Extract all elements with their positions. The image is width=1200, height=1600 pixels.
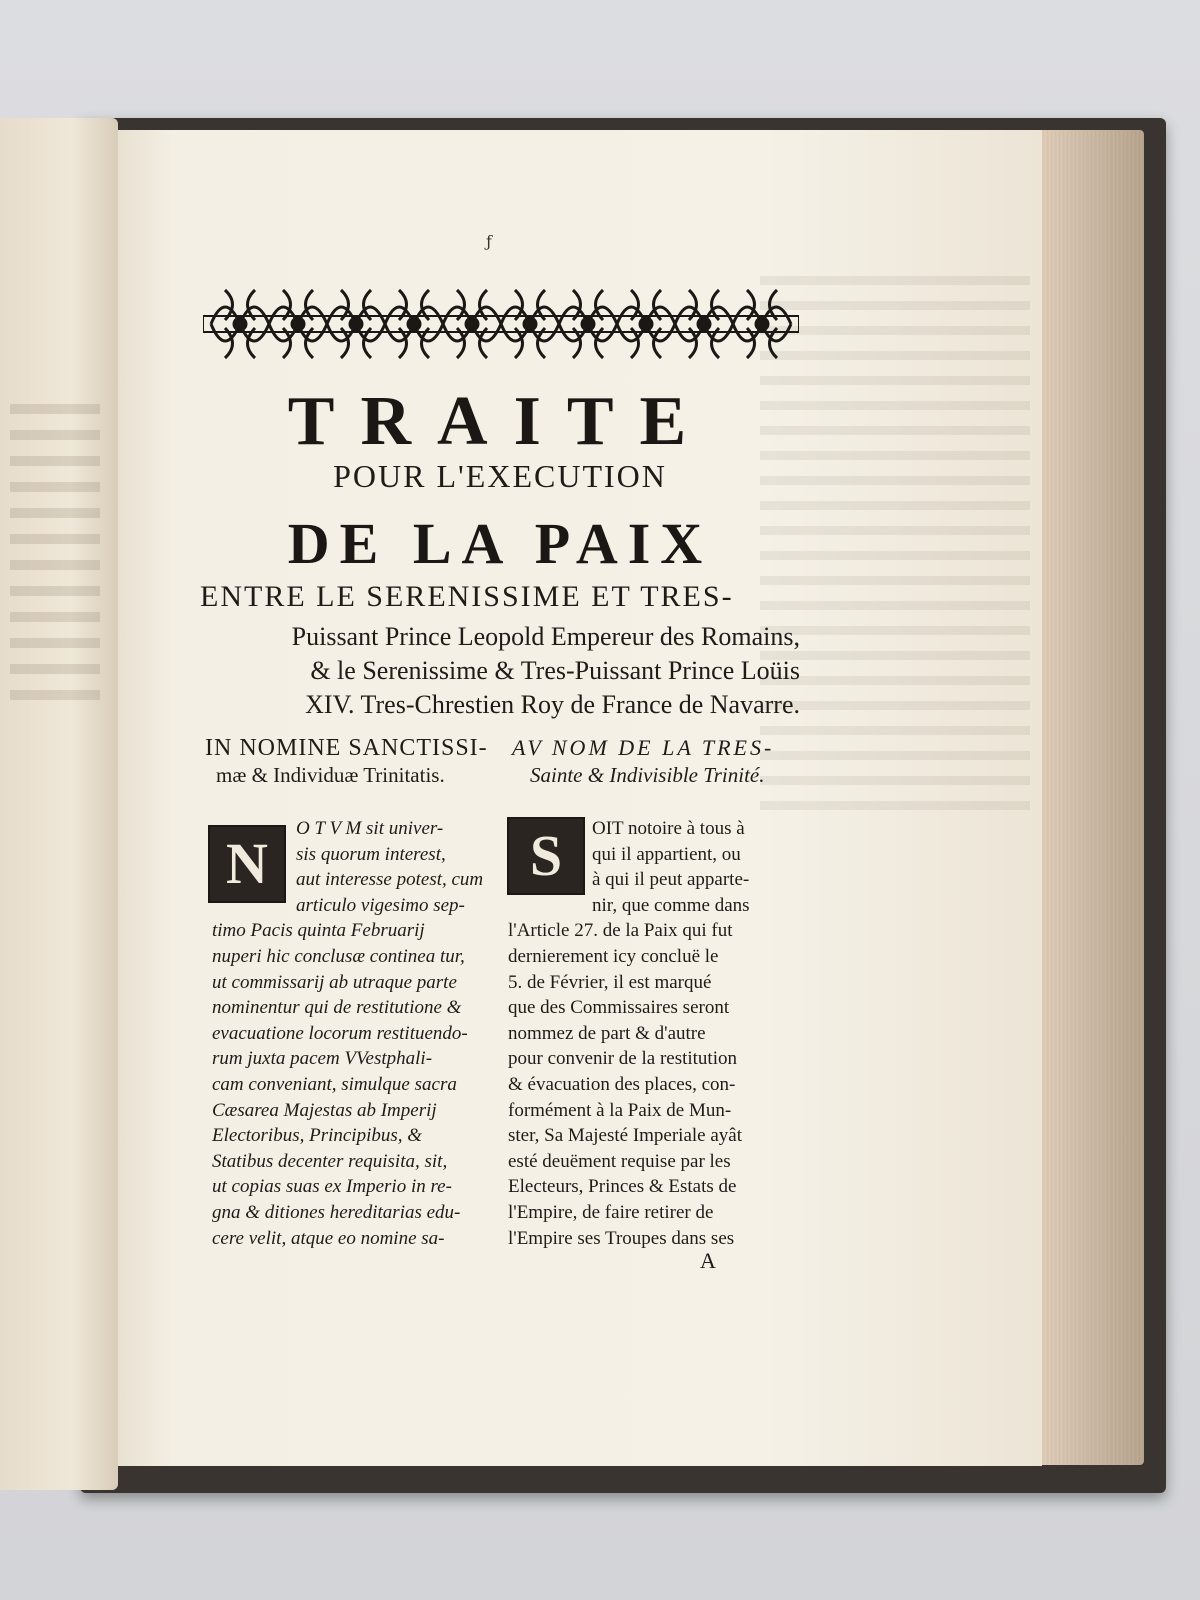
title-paix: DE LA PAIX [287,511,713,576]
dropcap-letter: N [226,831,268,896]
french-line: esté deuëment requise par les [508,1150,731,1172]
left-page-bleedthrough [10,388,100,1288]
latin-line: cere velit, atque eo nomine sa- [212,1227,445,1249]
latin-heading-2: mæ & Individuæ Trinitatis. [216,763,445,787]
latin-heading: IN NOMINE SANCTISSI- [205,735,488,761]
latin-line: Statibus decenter requisita, sit, [212,1150,448,1172]
french-line: pour convenir de la restitution [508,1048,737,1070]
french-line: formément à la Paix de Mun- [508,1099,732,1121]
french-line: nir, que comme dans [592,894,750,916]
french-line: à qui il peut apparte- [592,869,750,891]
ornament-headpiece [203,280,799,368]
french-line: nommez de part & d'autre [508,1022,706,1044]
heading-line: XIV. Tres-Chrestien Roy de France de Navarre. [305,690,800,719]
page-marker: ƒ [486,232,492,251]
french-line: que des Commissaires seront [508,997,730,1019]
latin-line: ut commissarij ab utraque parte [212,971,457,993]
latin-line: sis quorum interest, [296,843,446,865]
french-line: & évacuation des places, con- [508,1074,736,1095]
french-line: 5. de Février, il est marqué [508,971,712,993]
dropcap-letter: S [529,823,563,888]
french-heading: AV NOM DE LA TRES- [512,735,775,760]
latin-line: nuperi hic conclusæ continea tur, [212,946,465,967]
french-heading-2: Sainte & Indivisible Trinité. [530,763,765,787]
french-line: Electeurs, Princes & Estats de [508,1176,737,1198]
heading-line: Puissant Prince Leopold Empereur des Romains, [291,622,800,651]
dropcap-s [507,817,585,895]
french-line: OIT notoire à tous à [592,818,745,839]
latin-line: Cæsarea Majestas ab Imperij [212,1099,437,1121]
french-line: l'Article 27. de la Paix qui fut [508,920,733,942]
latin-line: nominentur qui de restitutione & [212,997,462,1019]
latin-line: gna & ditiones hereditarias edu- [212,1202,461,1223]
latin-line: Electoribus, Principibus, & [212,1125,423,1147]
french-line: qui il appartient, ou [592,843,741,865]
heading-line: & le Serenissime & Tres-Puissant Prince Loüis [310,656,800,685]
heading-line: ENTRE LE SERENISSIME ET TRES- [200,580,734,613]
page-edges-shade [1040,130,1144,1465]
page-bleedthrough [760,260,1030,860]
subtitle: POUR L'EXECUTION [333,458,667,494]
signature-mark: A [700,1248,716,1273]
latin-line: cam conveniant, simulque sacra [212,1074,457,1095]
latin-line: rum juxta pacem VVestphali- [212,1048,433,1070]
french-line: ster, Sa Majesté Imperiale ayât [508,1125,743,1147]
french-line: dernierement icy concluë le [508,946,719,967]
latin-line: O T V M sit univer- [296,818,444,839]
latin-line: articulo vigesimo sep- [296,894,465,916]
title: TRAITE [287,383,713,460]
latin-line: aut interesse potest, cum [296,869,484,891]
latin-line: ut copias suas ex Imperio in re- [212,1176,452,1198]
latin-line: timo Pacis quinta Februarij [212,920,425,942]
french-line: l'Empire ses Troupes dans ses [508,1227,735,1249]
french-line: l'Empire, de faire retirer de [508,1202,714,1223]
dropcap-n [208,825,286,903]
left-page [0,118,118,1490]
latin-line: evacuatione locorum restituendo- [212,1022,468,1044]
